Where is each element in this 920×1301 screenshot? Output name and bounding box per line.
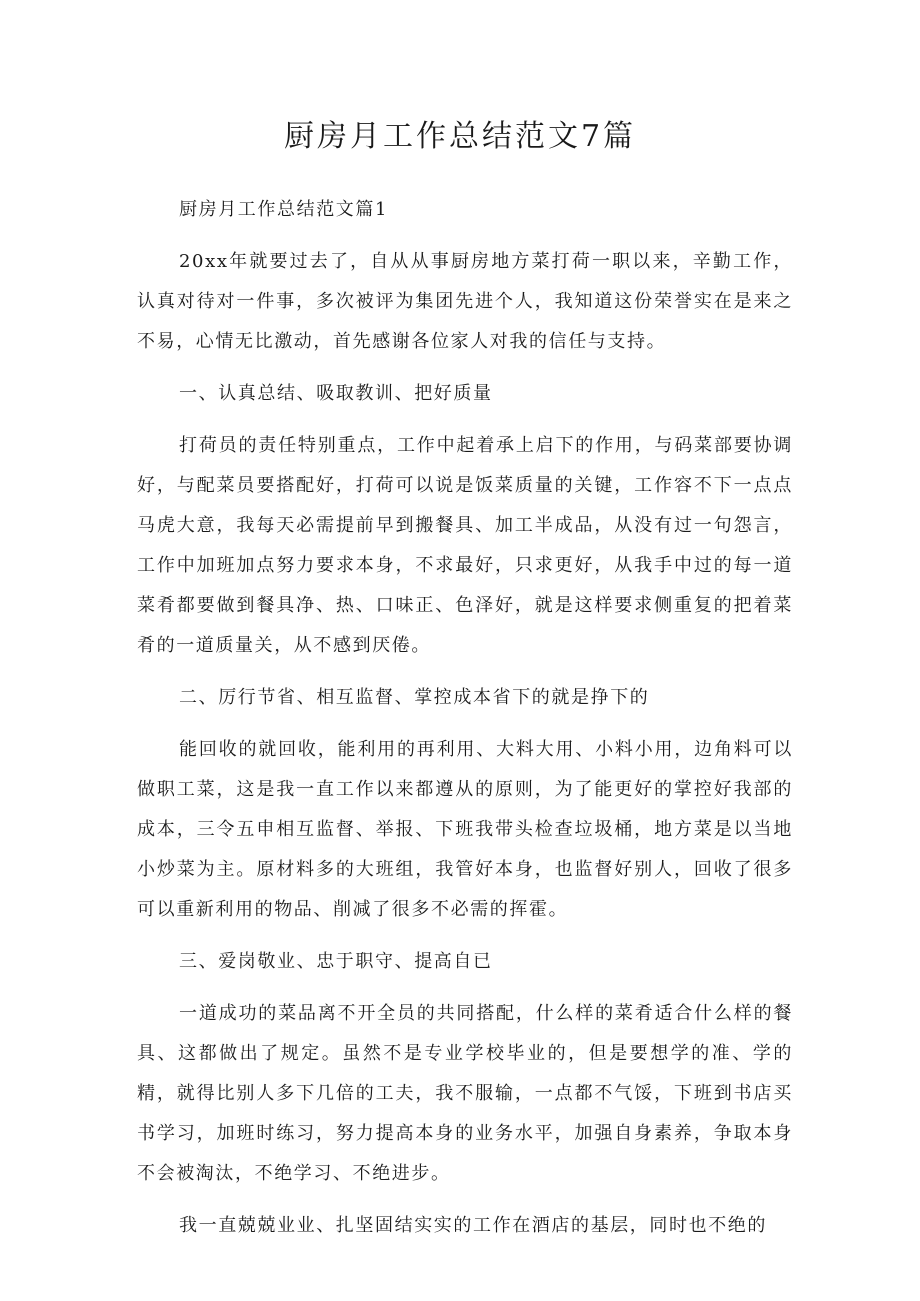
paragraph-closing: 我一直兢兢业业、扎坚固结实实的工作在酒店的基层，同时也不绝的 <box>179 1215 767 1236</box>
paragraph-section-3: 一道成功的菜品离不开全员的共同搭配，什么样的菜肴适合什么样的餐具、这都做出了规定。虽然不是专业学校毕业的，但是要想学的准、学的精，就得比别人多下几倍的工夫，我不服输，一点都不气馁，下班到书店买书学习，加班时练习，努力提高本身的业务水平，加强自身素养，争取本身不会被淘汰，不绝学习、不绝进步。 <box>137 1003 793 1184</box>
section-heading-2: 二、厉行节省、相互监督、掌控成本省下的就是挣下的 <box>179 687 650 708</box>
paragraph-intro: 20xx年就要过去了，自从从事厨房地方菜打荷一职以来，辛勤工作，认真对待对一件事，多次被评为集团先进个人，我知道这份荣誉实在是来之不易，心情无比激动，首先感谢各位家人对我的信任与支持。 <box>137 251 793 352</box>
paragraph-section-1: 打荷员的责任特别重点，工作中起着承上启下的作用，与码菜部要协调好，与配菜员要搭配好，打荷可以说是饭菜质量的关键，工作容不下一点点马虎大意，我每天必需提前早到搬餐具、加工半成品，从没有过一句怨言，工作中加班加点努力要求本身，不求最好，只求更好，从我手中过的每一道菜肴都要做到餐具净、热、口味正、色泽好，就是这样要求侧重复的把着菜肴的一道质量关，从不感到厌倦。 <box>137 435 793 656</box>
section-heading-3: 三、爱岗敬业、忠于职守、提高自已 <box>179 951 493 972</box>
document-body <box>137 190 793 1246</box>
section-heading-1: 一、认真总结、吸取教训、把好质量 <box>179 383 493 404</box>
document-title: 厨房月工作总结范文7篇 <box>283 119 637 154</box>
paragraph-section-2: 能回收的就回收，能利用的再利用、大料大用、小料小用，边角料可以做职工菜，这是我一直工作以来都遵从的原则，为了能更好的掌控好我部的成本，三令五申相互监督、举报、下班我带头检查垃圾桶，地方菜是以当地小炒菜为主。原材料多的大班组，我管好本身，也监督好别人，回收了很多可以重新利用的物品、削减了很多不必需的挥霍。 <box>137 739 793 920</box>
section-subtitle: 厨房月工作总结范文篇1 <box>179 199 389 220</box>
